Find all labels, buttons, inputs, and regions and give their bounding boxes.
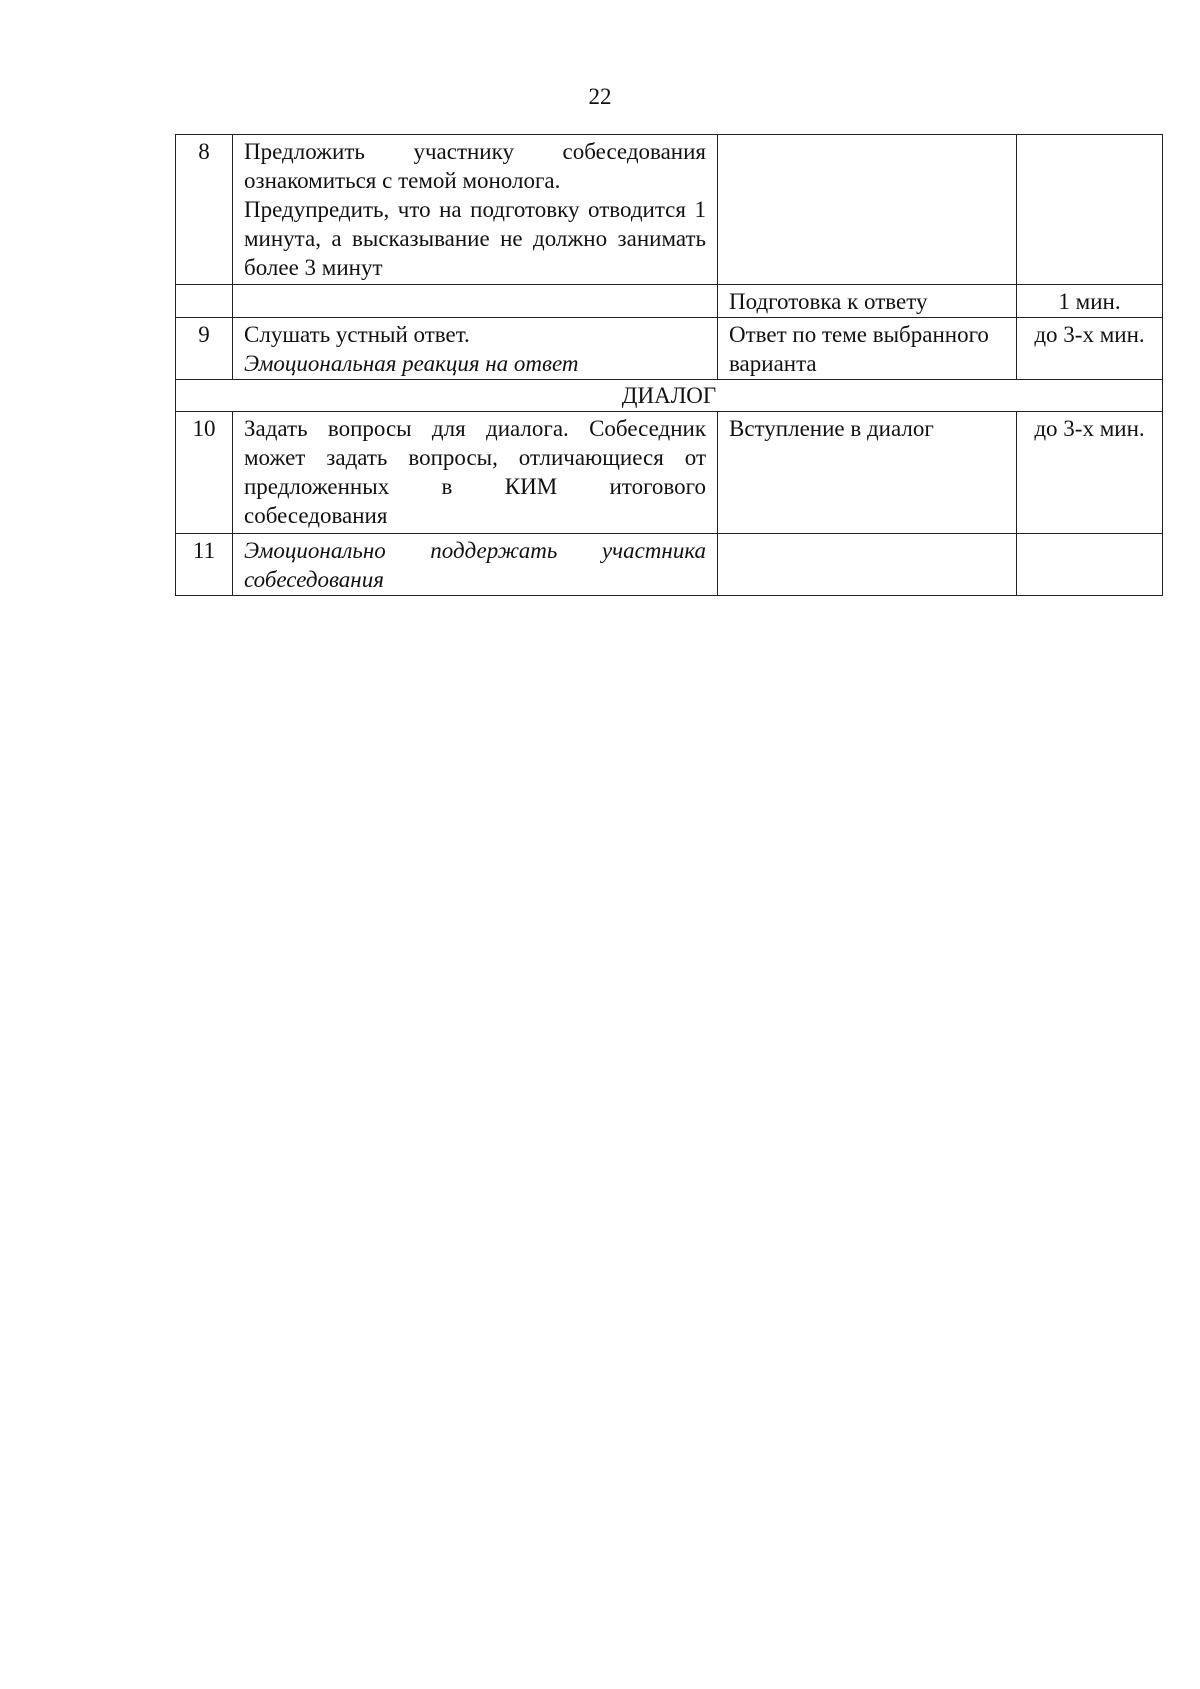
time-cell xyxy=(1017,135,1163,285)
row-number xyxy=(176,285,233,318)
result-cell: Ответ по теме выбранного варианта xyxy=(718,318,1017,380)
action-cell xyxy=(233,534,718,596)
row-number: 9 xyxy=(176,318,233,380)
result-cell xyxy=(718,135,1017,285)
action-cell xyxy=(233,285,718,318)
table-row xyxy=(176,318,1163,380)
action-cell xyxy=(233,135,718,285)
action-text: Предупредить, что на подготовку отводится 1 минута, а высказывание не должно занимать более 3 минут xyxy=(244,197,706,280)
result-cell: Подготовка к ответу xyxy=(718,285,1017,318)
time-cell: до 3-х мин. xyxy=(1017,318,1163,380)
time-cell xyxy=(1017,534,1163,596)
row-number: 10 xyxy=(176,412,233,534)
table-row xyxy=(176,135,1163,285)
page-number: 22 xyxy=(588,84,612,109)
action-text: Предложить участнику собеседования ознакомиться с темой монолога. xyxy=(244,139,706,193)
result-cell: Вступление в диалог xyxy=(718,412,1017,534)
table-row xyxy=(176,412,1163,534)
table-row xyxy=(176,534,1163,596)
action-cell xyxy=(233,412,718,534)
time-cell: до 3-х мин. xyxy=(1017,412,1163,534)
table-row xyxy=(176,285,1163,318)
result-cell xyxy=(718,534,1017,596)
action-text-italic: Эмоциональная реакция на ответ xyxy=(244,351,579,376)
time-cell: 1 мин. xyxy=(1017,285,1163,318)
section-heading: ДИАЛОГ xyxy=(176,380,1163,412)
action-text-italic: Эмоционально поддержать участника собеседования xyxy=(244,538,706,592)
row-number: 11 xyxy=(176,534,233,596)
action-text: Задать вопросы для диалога. Собеседник может задать вопросы, отличающиеся от предложенных в КИМ итогового собеседования xyxy=(244,416,706,528)
procedure-table xyxy=(175,134,1163,596)
section-row xyxy=(176,380,1163,412)
action-text: Слушать устный ответ. xyxy=(244,322,470,347)
row-number: 8 xyxy=(176,135,233,285)
action-cell xyxy=(233,318,718,380)
